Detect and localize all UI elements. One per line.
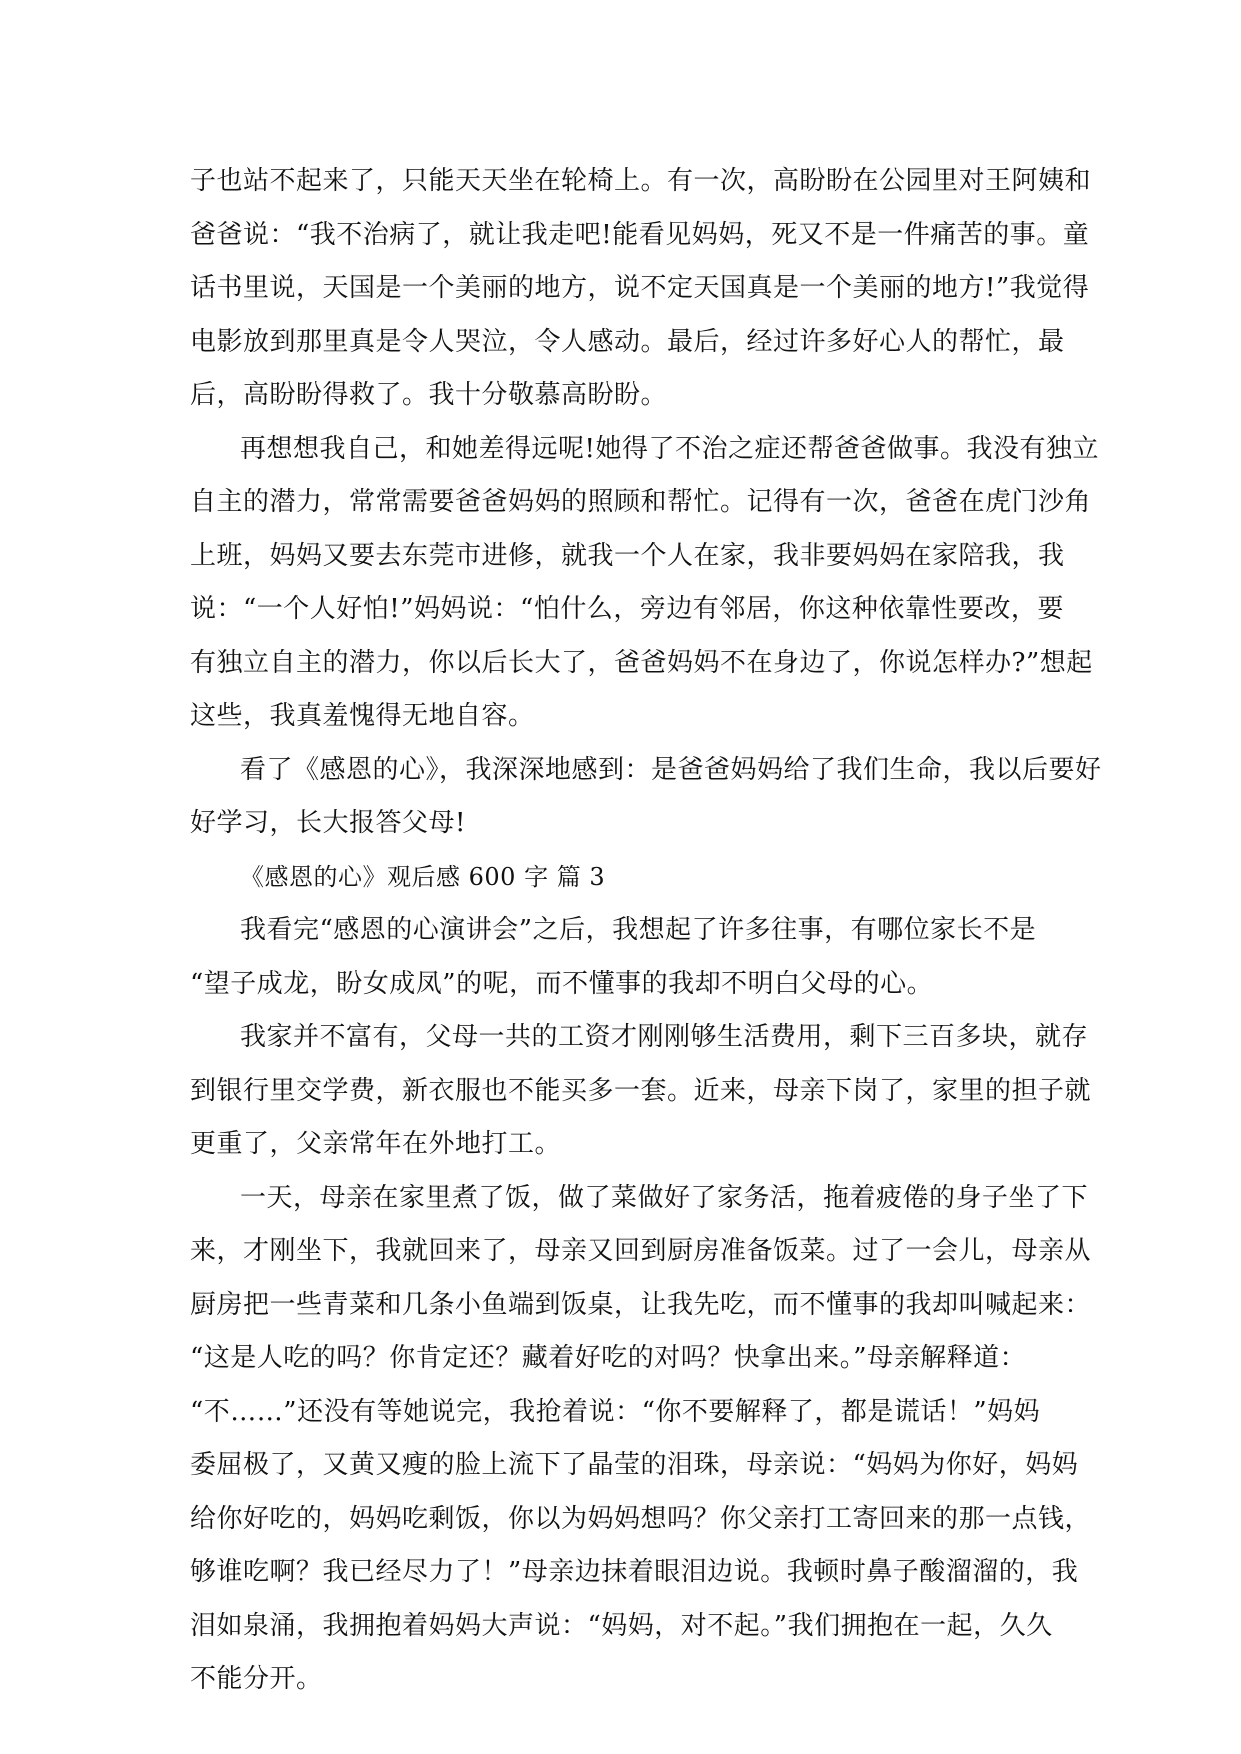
text-line: 这些，我真羞愧得无地自容。 xyxy=(190,701,535,731)
text-line: 够谁吃啊？我已经尽力了！”母亲边抹着眼泪边说。我顿时鼻子酸溜溜的，我 xyxy=(190,1557,1079,1587)
document-page xyxy=(190,155,1102,1707)
text-line: 我家并不富有，父母一共的工资才刚刚够生活费用，剩下三百多块，就存 xyxy=(240,1022,1089,1052)
text-line: 上班，妈妈又要去东莞市进修，就我一个人在家，我非要妈妈在家陪我，我 xyxy=(190,540,1065,571)
text-line: 我看完“感恩的心演讲会”之后，我想起了许多往事，有哪位家长不是 xyxy=(240,915,1037,945)
text-line: 看了《感恩的心》，我深深地感到：是爸爸妈妈给了我们生命，我以后要好 xyxy=(240,754,1102,785)
text-line: 委屈极了，又黄又瘦的脸上流下了晶莹的泪珠，母亲说：“妈妈为你好，妈妈 xyxy=(190,1450,1079,1480)
text-line: 电影放到那里真是令人哭泣，令人感动。最后，经过许多好心人的帮忙，最 xyxy=(190,326,1065,357)
text-line: 不能分开。 xyxy=(190,1664,323,1694)
text-line: 说：“一个人好怕!”妈妈说：“怕什么，旁边有邻居，你这种依靠性要改，要 xyxy=(190,594,1064,624)
text-line: 子也站不起来了，只能天天坐在轮椅上。有一次，高盼盼在公园里对王阿姨和 xyxy=(190,166,1092,196)
text-line: 来，才刚坐下，我就回来了，母亲又回到厨房准备饭菜。过了一会儿，母亲从 xyxy=(190,1236,1092,1266)
text-line: 再想想我自己，和她差得远呢!她得了不治之症还帮爸爸做事。我没有独立 xyxy=(240,433,1099,464)
text-line: 后，高盼盼得救了。我十分敬慕高盼盼。 xyxy=(190,380,668,410)
text-line: 更重了，父亲常年在外地打工。 xyxy=(190,1129,562,1159)
text-line: 泪如泉涌，我拥抱着妈妈大声说：“妈妈，对不起。”我们拥抱在一起，久久 xyxy=(190,1610,1053,1641)
text-line: 爸爸说：“我不治病了，就让我走吧!能看见妈妈，死又不是一件痛苦的事。童 xyxy=(190,219,1090,250)
text-line: “这是人吃的吗？你肯定还？藏着好吃的对吗？快拿出来。”母亲解释道： xyxy=(190,1343,1027,1373)
text-line: 有独立自主的潜力，你以后长大了，爸爸妈妈不在身边了，你说怎样办?”想起 xyxy=(190,647,1093,678)
text-line: 话书里说，天国是一个美丽的地方，说不定天国真是一个美丽的地方!”我觉得 xyxy=(190,273,1090,303)
text-line: 到银行里交学费，新衣服也不能买多一套。近来，母亲下岗了，家里的担子就 xyxy=(190,1075,1092,1106)
text-line: “不……”还没有等她说完，我抢着说：“你不要解释了，都是谎话！”妈妈 xyxy=(190,1396,1041,1427)
text-line: 一天，母亲在家里煮了饭，做了菜做好了家务活，拖着疲倦的身子坐了下 xyxy=(240,1182,1089,1213)
section-heading: 《感恩的心》观后感 600 字 篇 3 xyxy=(240,862,606,891)
text-line: 自主的潜力，常常需要爸爸妈妈的照顾和帮忙。记得有一次，爸爸在虎门沙角 xyxy=(190,487,1092,517)
text-line: 给你好吃的，妈妈吃剩饭，你以为妈妈想吗？你父亲打工寄回来的那一点钱， xyxy=(190,1503,1092,1534)
text-line: 好学习，长大报答父母! xyxy=(190,808,466,838)
text-line: 厨房把一些青菜和几条小鱼端到饭桌，让我先吃，而不懂事的我却叫喊起来： xyxy=(190,1289,1092,1320)
text-line: “望子成龙，盼女成凤”的呢，而不懂事的我却不明白父母的心。 xyxy=(190,968,934,999)
